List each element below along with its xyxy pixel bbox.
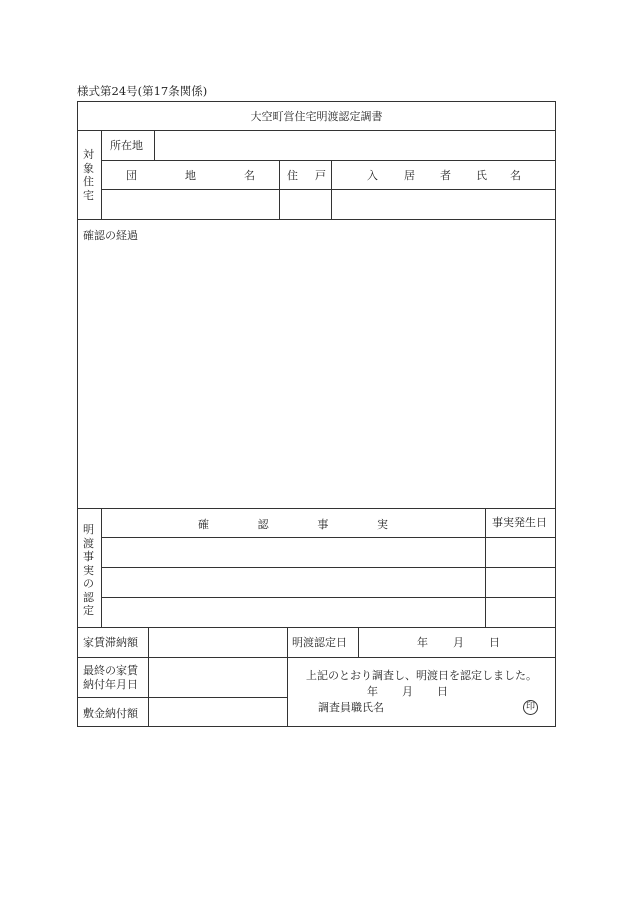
certification-label: 明渡事実の認定 <box>83 523 94 617</box>
target-housing-label: 対象住宅 <box>83 148 94 202</box>
certified-day: 日 <box>489 636 500 649</box>
resident-name-field[interactable] <box>332 190 555 219</box>
header-nyu: 入 <box>367 169 378 182</box>
form-title: 大空町営住宅明渡認定調書 <box>250 110 383 123</box>
deposit-label: 敷金納付額 <box>83 707 138 720</box>
last-rent-label-line1: 最終の家賃 <box>83 664 138 677</box>
rent-arrears-label: 家賃滞納額 <box>83 636 138 649</box>
date-row[interactable] <box>486 598 555 627</box>
location-field[interactable] <box>155 131 555 160</box>
fact-row[interactable] <box>102 538 485 567</box>
header-ju: 住 <box>287 169 298 182</box>
fact-row[interactable] <box>102 598 485 627</box>
statement-day: 日 <box>437 685 448 698</box>
rent-arrears-field[interactable] <box>149 628 287 657</box>
fact-header: 確 認 事 実 <box>198 518 388 531</box>
statement-text: 上記のとおり調査し、明渡日を認定しました。 <box>306 669 537 682</box>
investigator-field[interactable] <box>390 698 515 718</box>
header-na: 名 <box>510 169 521 182</box>
certified-date-label: 明渡認定日 <box>292 636 347 649</box>
location-label: 所在地 <box>110 139 143 152</box>
certification-form <box>77 101 556 727</box>
fact-row[interactable] <box>102 568 485 597</box>
process-field[interactable] <box>79 244 555 506</box>
date-row[interactable] <box>486 568 555 597</box>
seal-icon: 印 <box>523 700 538 715</box>
date-header: 事実発生日 <box>492 516 547 529</box>
deposit-field[interactable] <box>149 698 287 727</box>
form-number: 様式第24号(第17条関係) <box>77 84 208 98</box>
header-sha: 者 <box>440 169 451 182</box>
unit-field[interactable] <box>280 190 331 219</box>
header-shi: 氏 <box>476 169 487 182</box>
investigator-label: 調査員職氏名 <box>318 701 384 714</box>
certified-month: 月 <box>453 636 464 649</box>
statement-month: 月 <box>402 685 413 698</box>
header-ko: 戸 <box>315 169 326 182</box>
statement-year: 年 <box>367 685 378 698</box>
complex-name-field[interactable] <box>102 190 279 219</box>
header-kyo: 居 <box>404 169 415 182</box>
date-row[interactable] <box>486 538 555 567</box>
header-mei: 名 <box>244 169 255 182</box>
last-rent-label-line2: 納付年月日 <box>83 678 138 691</box>
header-dan: 団 <box>126 169 137 182</box>
header-chi: 地 <box>185 169 196 182</box>
last-rent-field[interactable] <box>149 658 287 696</box>
process-label: 確認の経過 <box>83 229 138 242</box>
certified-year: 年 <box>417 636 428 649</box>
